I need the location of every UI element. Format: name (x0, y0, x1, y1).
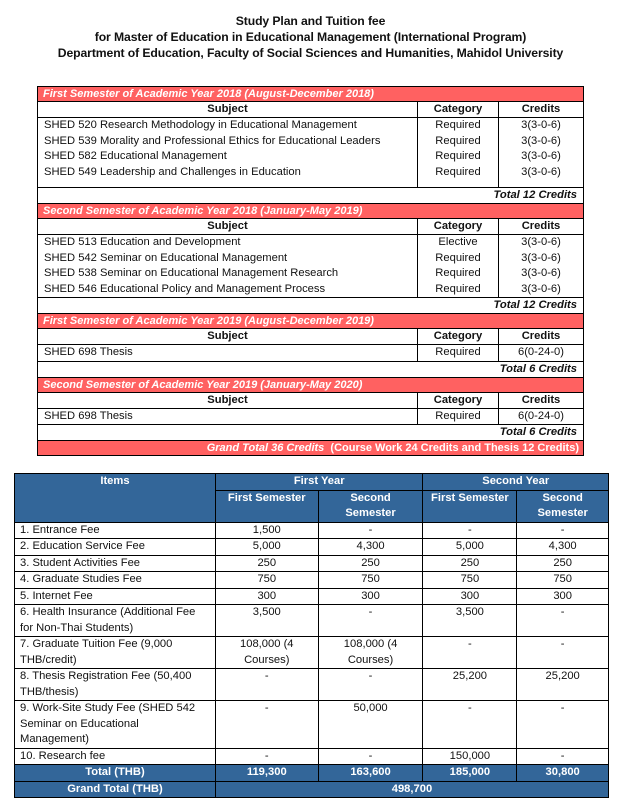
course-credits: 3(3-0-6) (521, 236, 561, 248)
semester-total: Total 12 Credits (38, 188, 583, 204)
course-credits: 3(3-0-6) (521, 267, 561, 279)
column-header-row (38, 219, 583, 235)
course-subject: SHED 698 Thesis (44, 346, 133, 358)
course-subject: SHED 549 Leadership and Challenges in Education (44, 165, 301, 178)
course-category: Required (435, 409, 481, 422)
fee-item: 2. Education Service Fee (15, 539, 216, 556)
fee-value: 25,200 (423, 669, 517, 701)
column-header-row (38, 102, 583, 118)
fee-row (15, 572, 609, 589)
fee-value: 300 (215, 588, 318, 605)
fee-item: 8. Thesis Registration Fee (50,400 THB/thesis) (15, 669, 216, 701)
fee-item: 7. Graduate Tuition Fee (9,000 THB/credit) (15, 637, 216, 669)
fee-value: 25,200 (517, 669, 609, 701)
fee-row (15, 539, 609, 556)
course-list (38, 235, 583, 298)
fee-value: - (318, 748, 423, 765)
category-header: Category (418, 393, 499, 408)
fee-row (15, 701, 609, 749)
course-list (38, 118, 583, 188)
fee-value: 300 (423, 588, 517, 605)
subject-header: Subject (38, 102, 418, 117)
fee-value: 250 (318, 555, 423, 572)
fee-value: 750 (423, 572, 517, 589)
fee-value: 1,500 (215, 522, 318, 539)
fee-value: 150,000 (423, 748, 517, 765)
department-title: Department of Education, Faculty of Social Sciences and Humanities, Mahidol University (57, 46, 564, 60)
credits-header: Credits (521, 103, 561, 115)
fy-first-semester-header: First Semester (215, 490, 318, 522)
fee-value: 4,300 (517, 539, 609, 556)
fee-item: 5. Internet Fee (15, 588, 216, 605)
column-header-row (38, 329, 583, 345)
semester-total: Total 12 Credits (38, 298, 583, 314)
course-credits: 3(3-0-6) (521, 150, 561, 162)
fee-value: - (517, 701, 609, 749)
tuition-fee-table (14, 473, 609, 798)
course-list (38, 409, 583, 426)
subject-header: Subject (38, 329, 418, 344)
column-header-row (38, 393, 583, 409)
course-credits: 3(3-0-6) (521, 251, 561, 264)
fee-item: 3. Student Activities Fee (15, 555, 216, 572)
fee-value: 50,000 (318, 701, 423, 749)
course-list (38, 345, 583, 362)
course-category: Required (435, 119, 481, 131)
course-category: Required (435, 134, 481, 147)
semester-title: First Semester of Academic Year 2018 (August-December 2018) (38, 87, 583, 102)
fy-second-semester-header: Second Semester (318, 490, 423, 522)
semester-total: Total 6 Credits (38, 362, 583, 378)
total-value: 30,800 (517, 765, 609, 782)
second-year-header: Second Year (423, 474, 609, 491)
course-category: Required (435, 251, 481, 264)
fee-value: 108,000 (4 Courses) (318, 637, 423, 669)
fee-value: 5,000 (423, 539, 517, 556)
course-category: Required (435, 165, 481, 178)
course-subject: SHED 582 Educational Management (44, 150, 227, 162)
semester-title: Second Semester of Academic Year 2019 (January-May 2020) (38, 378, 583, 393)
fee-item: 4. Graduate Studies Fee (15, 572, 216, 589)
course-subject: SHED 542 Seminar on Educational Management (44, 251, 288, 264)
course-subject: SHED 539 Morality and Professional Ethics for Educational Leaders (44, 134, 381, 147)
course-subject: SHED 538 Seminar on Educational Management Research (44, 267, 339, 279)
course-credits: 6(0-24-0) (517, 346, 564, 358)
grand-total-row (15, 781, 609, 798)
credits-header: Credits (521, 330, 561, 342)
course-subject: SHED 546 Educational Policy and Management Process (44, 282, 326, 295)
fee-row (15, 555, 609, 572)
fee-item: 1. Entrance Fee (15, 522, 216, 539)
items-header: Items (15, 474, 216, 523)
subject-header: Subject (38, 393, 418, 408)
fee-value: - (215, 701, 318, 749)
fee-value: - (423, 701, 517, 749)
course-category: Elective (438, 236, 478, 248)
credits-header: Credits (521, 220, 561, 232)
fee-row (15, 605, 609, 637)
course-credits: 3(3-0-6) (521, 134, 561, 147)
course-category: Required (435, 150, 481, 162)
document-title: Study Plan and Tuition fee (235, 14, 386, 28)
course-subject: SHED 513 Education and Development (44, 236, 241, 248)
sy-first-semester-header: First Semester (423, 490, 517, 522)
fee-item: 10. Research fee (15, 748, 216, 765)
course-credits: 3(3-0-6) (521, 119, 561, 131)
total-value: 119,300 (215, 765, 318, 782)
course-subject: SHED 520 Research Methodology in Educational Management (44, 119, 357, 131)
fee-row (15, 748, 609, 765)
total-label: Total (THB) (15, 765, 216, 782)
fee-value: 4,300 (318, 539, 423, 556)
fee-value: - (215, 748, 318, 765)
fee-value: - (318, 522, 423, 539)
fee-item: 6. Health Insurance (Additional Fee for Non-Thai Students) (15, 605, 216, 637)
course-subject: SHED 698 Thesis (44, 409, 133, 422)
fee-value: 250 (517, 555, 609, 572)
fee-value: 300 (517, 588, 609, 605)
total-row (15, 765, 609, 782)
category-header: Category (418, 219, 499, 234)
fee-value: 3,500 (423, 605, 517, 637)
fee-value: 750 (517, 572, 609, 589)
fee-row (15, 588, 609, 605)
fee-value: - (423, 522, 517, 539)
fee-row (15, 669, 609, 701)
course-credits: 6(0-24-0) (517, 409, 564, 422)
grand-total-detail: (Course Work 24 Credits and Thesis 12 Credits) (330, 442, 579, 454)
fee-value: - (517, 522, 609, 539)
fee-value: - (215, 669, 318, 701)
fee-value: - (517, 605, 609, 637)
fee-value: 250 (423, 555, 517, 572)
semester-title: Second Semester of Academic Year 2018 (January-May 2019) (38, 204, 583, 219)
fee-value: 300 (318, 588, 423, 605)
credits-header: Credits (521, 393, 561, 406)
fee-value: 108,000 (4 Courses) (215, 637, 318, 669)
fee-row (15, 637, 609, 669)
grand-total-value: 498,700 (215, 781, 608, 798)
course-category: Required (435, 282, 481, 295)
subject-header: Subject (38, 219, 418, 234)
program-title: for Master of Education in Educational Management (International Program) (94, 30, 527, 44)
fee-value: 750 (318, 572, 423, 589)
semester-title: First Semester of Academic Year 2019 (August-December 2019) (38, 314, 583, 329)
fee-value: 3,500 (215, 605, 318, 637)
course-credits: 3(3-0-6) (521, 282, 561, 295)
first-year-header: First Year (215, 474, 423, 491)
grand-total-credits (38, 441, 583, 455)
course-credits: 3(3-0-6) (521, 165, 561, 178)
fee-value: - (517, 637, 609, 669)
grand-total-label: Grand Total 36 Credits (206, 442, 325, 454)
fee-value: - (318, 669, 423, 701)
fee-value: 5,000 (215, 539, 318, 556)
fee-row (15, 522, 609, 539)
grand-total-label: Grand Total (THB) (15, 781, 216, 798)
fee-value: 750 (215, 572, 318, 589)
semester-total: Total 6 Credits (38, 425, 583, 441)
category-header: Category (418, 329, 499, 344)
fee-value: 250 (215, 555, 318, 572)
fee-value: - (318, 605, 423, 637)
total-value: 185,000 (423, 765, 517, 782)
total-value: 163,600 (318, 765, 423, 782)
fee-value: - (517, 748, 609, 765)
course-category: Required (435, 346, 481, 358)
fee-item: 9. Work-Site Study Fee (SHED 542 Seminar on Educational Management) (15, 701, 216, 749)
study-plan-table (37, 86, 584, 456)
fee-value: - (423, 637, 517, 669)
category-header: Category (418, 102, 499, 117)
course-category: Required (435, 267, 481, 279)
sy-second-semester-header: Second Semester (517, 490, 609, 522)
